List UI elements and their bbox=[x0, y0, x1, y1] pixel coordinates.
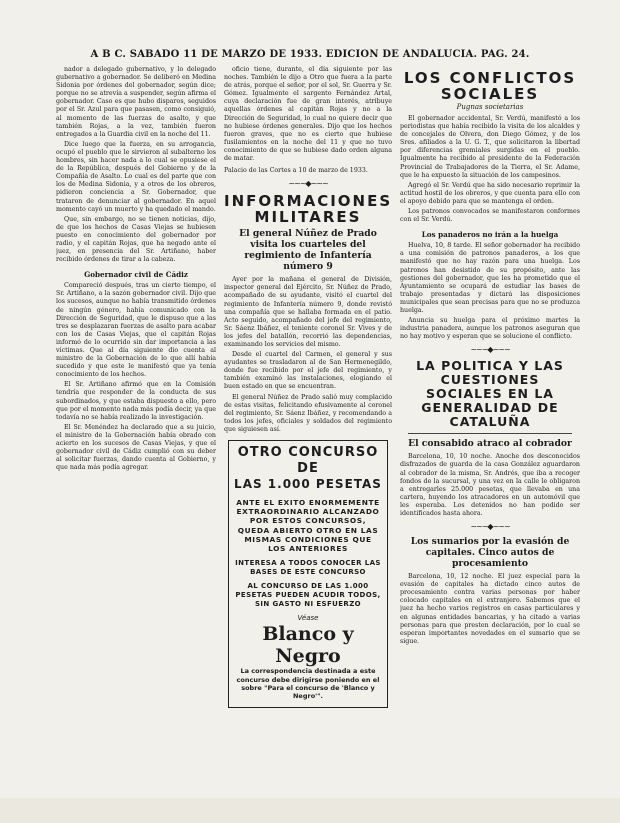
ad-title-1: OTRO CONCURSO DE bbox=[237, 445, 379, 476]
article-headline: Los sumarios por la evasión de capitales. Cinco autos de procesamiento bbox=[410, 536, 570, 570]
article-headline: El consabido atraco al cobrador bbox=[408, 438, 572, 450]
ad-body-1: ANTE EL EXITO ENORMEMENTE EXTRAORDINARIO ALCANZADO POR ESTOS CONCURSOS, QUEDA ABIERTO OTRO EN LAS MISMAS CONDICIONES QUE LOS ANTERIORES bbox=[236, 498, 380, 554]
column-middle bbox=[224, 66, 392, 791]
article-paragraph: El general Núñez de Prado salió muy complacido de estas visitas, felicitando efusivamente al coronel del regimiento, Sr. Sáenz Ibáñez, y recomendando a todos los jefes, oficiales y soldados del regimiento que siguiesen así. bbox=[224, 393, 392, 433]
article-paragraph: Huelva, 10, 8 tarde. El señor gobernador ha recibido a una comisión de patronos panaderos, a los que manifestó que no hay razón para una huelga. Los patronos han desistido de su propósito, ante las gestiones del gobernador, que les ha prometido que el Ayuntamiento se ocupará de estudiar las bases de trabajo presentadas y dictará las disposiciones municipales que sean precisas para que no se produzca huelga. bbox=[400, 242, 580, 314]
section-heading-military: INFORMACIONES MILITARES bbox=[224, 192, 392, 227]
dateline: Palacio de las Cortes a 10 de marzo de 1933. bbox=[224, 167, 368, 175]
article-paragraph: Ayer por la mañana el general de División, inspector general del Ejército, Sr. Núñez de Prado, acompañado de su ayudante, visitó el cuartel del regimiento de Infantería número 9, donde revistó una compañía que se hallaba formada en el patio. Acto seguido, acompañado del jefe del regimiento, Sr. Sáenz Ibáñez, el teniente coronel Sr. Vives y de los jefes del batallón, recorrió las dependencias, examinando los servicios del mismo. bbox=[224, 276, 392, 348]
article-paragraph: oficio tiene, durante, el día siguiente por las noches. También le dijo a Otro que fuera a la parte de atrás, porque el señor, por el sol, Sr. Guerra y Sr. Gómez. Igualmente el sargento Fernández Artal, cuya declaración fue de gran interés, atribuye aquellas órdenes al capitán Rojas y no a la Dirección de Seguridad, lo cual no quiere decir que no hubiese órdenes generales. Dijo que los hechos fueron graves, que no es cierto que hubiese fusilamientos en la noche del 11 y que no tuvo conocimiento de que se hubiese dado orden alguna de matar. bbox=[224, 66, 392, 163]
ad-body-3: AL CONCURSO DE LAS 1.000 PESETAS PUEDEN ACUDIR TODOS, SIN GASTO NI ESFUERZO bbox=[235, 582, 381, 608]
article-paragraph: El Sr. Menéndez ha declarado que a su juicio, el ministro de la Gobernación había obrado con acierto en los sucesos de Casas Viejas, y que el gobernador civil de Cádiz cumplió con su deber al solicitar fuerzas, dando cuenta al Gobierno, y que nada más podía agregar. bbox=[56, 423, 216, 472]
article-paragraph: Barcelona, 10, 10 noche. Anoche dos desconocidos disfrazados de guarda de la casa González aguardaron al cobrador de la misma, Sr. Andrés, que iba a recoger fondos de la sucursal, y una vez en la calle le obligaron a entregarles 25.000 pesetas, que llevaba en una cartera, huyendo los atracadores en un automóvil que les esperaba. Los detenidos no han podido ser identificados hasta ahora. bbox=[400, 453, 580, 517]
article-headline: El general Núñez de Prado visita los cuarteles del regimiento de Infantería número 9 bbox=[239, 228, 377, 273]
ad-body-2: INTERESA A TODOS CONOCER LAS BASES DE ESTE CONCURSO bbox=[235, 559, 381, 576]
article-paragraph: Desde el cuartel del Carmen, el general y sus ayudantes se trasladaron al de San Hermenegildo, donde fue recibido por el jefe del regimiento, y también examinó las instalaciones, elogiando el buen estado en que se encuentran. bbox=[224, 351, 392, 391]
article-paragraph: Compareció después, tras un cierto tiempo, el Sr. Artiñano, a la sazón gobernador civil. Dijo que los sucesos, aunque no había transmitido órdenes de ningún género, había comunicado con la Dirección de Seguridad, que le dispuso que a las tres se desplazaran fuerzas de asalto para acabar con los de Casas Viejas, que el capitán Rojas informó de lo ocurrido sin dar importancia a las víctimas. Que al día siguiente dio cuenta al ministro de la Gobernación de lo que allí había sucedido y que este le manifestó que ya tenía conocimiento de los hechos. bbox=[56, 282, 216, 379]
ad-vease: Véase bbox=[297, 614, 319, 623]
article-paragraph: El Sr. Artiñano afirmó que en la Comisión tendría que responder de la conducta de sus subordinados, y que estaba dispuesto a ello, pero que por el momento nada más podía decir, ya que todavía no se había realizado la investigación. bbox=[56, 381, 216, 421]
article-paragraph: nador a delegado gubernativo, y lo delegado gubernativo a gobernador. Se deliberó en Medina Sidonia por órdenes del gobernador, según dice; porque no se atrevía a suspender, según afirma el gobernador. Caso es que hubo disparos, seguidos por el Sr. Azul para que pasasen, como consiguió, al momento de las fuerzas de asalto, y que también Rojas, a la vez, también fueron entregados a la Guardia civil en la noche del 11. bbox=[56, 66, 216, 138]
article-paragraph: Dice luego que la fuerza, en su arrogancia, ocupó el pueblo que le sirvieron al subalterno los hombres, sin hacer nada a lo cual se opusiese el de la República, después del Gobierno y de la Compañía de Asalto. Lo cual es del parte que con los de Medina Sidonia, y a otros de los obreros, pidieron conciencia a Sr. Gobernador, que trataron de denunciar al gobernador. En aquel momento cayó un muerto y ha quedado el mando. bbox=[56, 140, 216, 213]
section-heading-social: LOS CONFLICTOS SOCIALES bbox=[403, 69, 577, 103]
section-lead: Pugnas societarias bbox=[456, 103, 524, 111]
article-paragraph: Barcelona, 10, 12 noche. El juez especial para la evasión de capitales ha dictado cinco autos de procesamiento contra varias personas por haber colocado capitales en el extranjero. Sabemos que el juez ha hecho varios registros en casas particulares y en algunas entidades bancarias, y ha citado a varias personas para que presten declaración, por lo cual se esperan importantes novedades en el sumario que se sigue. bbox=[400, 573, 580, 645]
column-right bbox=[400, 66, 580, 791]
masthead: A B C. SABADO 11 DE MARZO DE 1933. EDICION DE ANDALUCIA. PAG. 24. bbox=[90, 49, 530, 60]
section-heading-catalonia: LA POLITICA Y LAS CUESTIONES SOCIALES EN LA GENERALIDAD DE CATALUÑA bbox=[416, 358, 564, 430]
ornament-divider: ~~~◆~~~ bbox=[288, 179, 328, 189]
ornament-divider: ~~~◆~~~ bbox=[470, 345, 510, 355]
article-paragraph: Anuncia su huelga para el próximo martes la industria panadera, aunque los patronos aseguran que no hay motivo y esperan que se solucione el conflicto. bbox=[400, 317, 580, 341]
article-paragraph: Que, sin embargo, no se tienen noticias, dijo, de que los hechos de Casas Viejas se hubiesen puesto en conocimiento del gobernador por radio, y el capitán Rojas, que ha negado ante el juez, en presencia del Sr. Artiñano, haber recibido órdenes de tirar a la cabeza. bbox=[56, 215, 216, 264]
ad-title-2: LAS 1.000 PESETAS bbox=[234, 477, 382, 491]
subheading-bakers: Los panaderos no irán a la huelga bbox=[421, 230, 559, 240]
divider bbox=[408, 433, 572, 434]
column-left bbox=[56, 66, 216, 791]
advertisement-box bbox=[228, 440, 388, 708]
ad-brand: Blanco y Negro bbox=[262, 623, 354, 668]
article-paragraph: El gobernador accidental, Sr. Verdú, manifestó a los periodistas que había recibido la visita de los alcaldes y de concejales de Olvera, don Diego Gómez, y de los Sres. afiliados a la U. G. T., que solicitaron la libertad por diferencias gremiales surgidas en el pueblo. Igualmente ha recibido al presidente de la Federación Provincial de Trabajadores de la Tierra, el Sr. Adame, que le ha expuesto la situación de los campesinos. bbox=[400, 115, 580, 179]
ad-footer: La correspondencia destinada a este concurso debe dirigirse poniendo en el sobre "Para el concurso de 'Blanco y Negro'". bbox=[236, 667, 380, 701]
article-paragraph: Los patronos convocados se manifestaron conformes con el Sr. Verdú. bbox=[400, 208, 580, 224]
ornament-divider: ~~~◆~~~ bbox=[470, 522, 510, 532]
page-bottom-margin bbox=[0, 798, 620, 823]
subheading-governor: Gobernador civil de Cádiz bbox=[84, 270, 188, 280]
article-paragraph: Agregó el Sr. Verdú que ha sido necesario reprimir la actitud hostil de los obreros, y que cuenta para ello con el apoyo debido para que se mantenga el orden. bbox=[400, 181, 580, 205]
